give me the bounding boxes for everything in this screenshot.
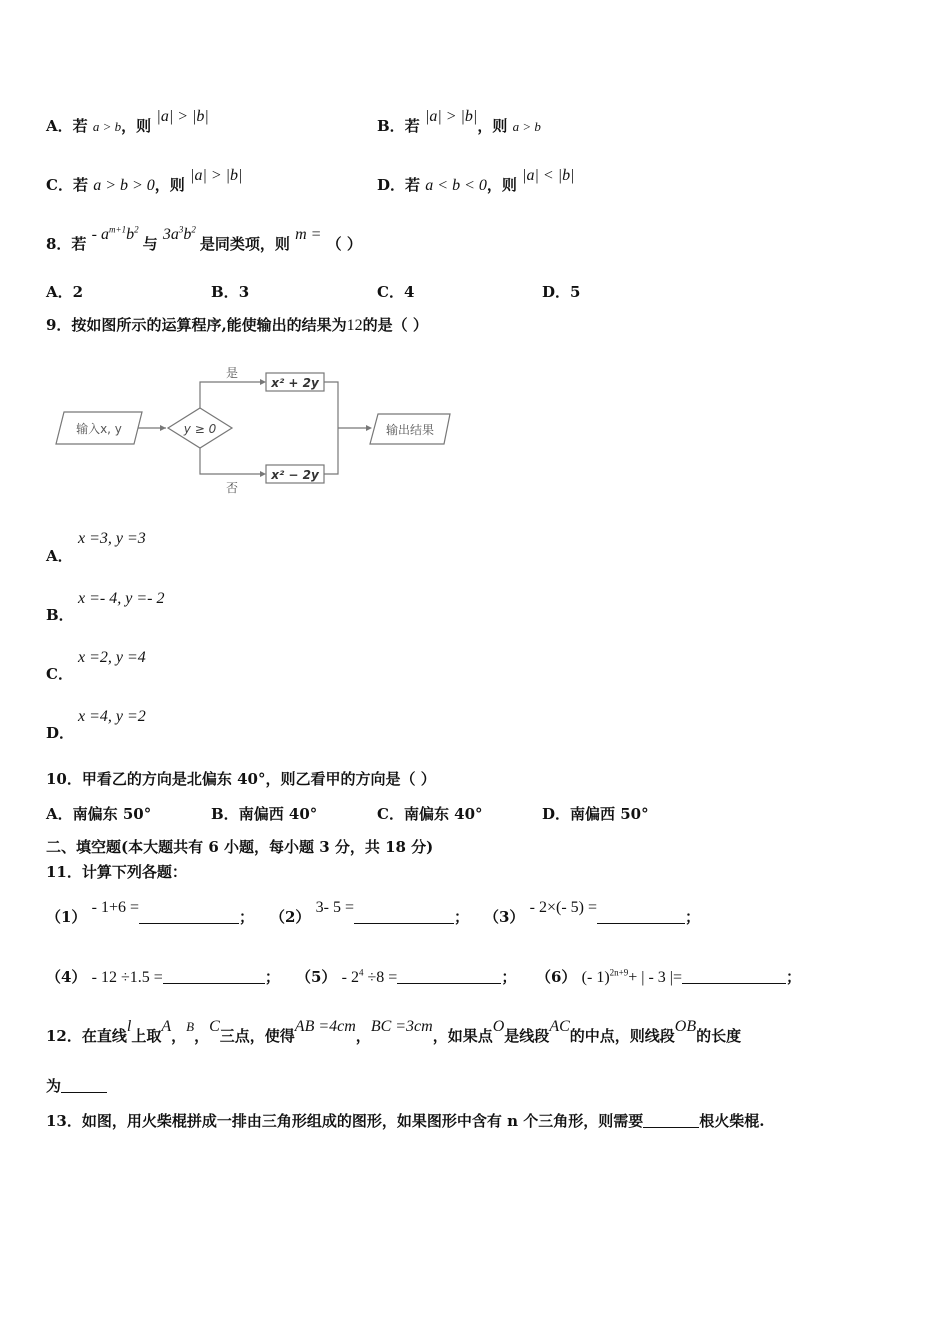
q9-option-d-value: x =4, y =2 (78, 708, 146, 725)
q7-option-a: A．若 a > b，则 |a| > |b| (46, 108, 209, 135)
answer-blank[interactable] (682, 969, 786, 984)
answer-blank[interactable] (643, 1113, 699, 1128)
q13-stem: 13．如图，用火柴棍拼成一排由三角形组成的图形，如果图形中含有 n 个三角形，则需要 根火柴棍. (46, 1112, 765, 1130)
answer-blank[interactable] (397, 969, 501, 984)
answer-blank[interactable] (61, 1078, 107, 1093)
q10-stem: 10．甲看乙的方向是北偏东 40°，则乙看甲的方向是（ ） (46, 770, 436, 788)
q11-item-1: （1） - 1+6 =； (46, 899, 255, 926)
q9-stem: 9．按如图所示的运算程序,能使输出的结果为12的是（ ） (46, 316, 428, 334)
q10-option-c: C．南偏东 40° (377, 805, 483, 823)
q12-stem: 12．在直线l上取A，B，C三点，使得AB =4cm，BC =3cm，如果点O是线段AC的中点，则线段OB的长度 (46, 1018, 742, 1045)
q8-option-c: C．4 (377, 283, 415, 301)
q11-item-2: （2） 3- 5 =； (270, 899, 470, 926)
q9-option-c-label: C． (46, 665, 73, 683)
q7-option-b: B．若 |a| > |b|，则 a > b (377, 108, 541, 135)
q10-option-a: A．南偏东 50° (46, 805, 152, 823)
q10-option-d: D．南偏西 50° (542, 805, 649, 823)
q9-option-c-value: x =2, y =4 (78, 649, 146, 666)
q8-option-b: B．3 (211, 283, 250, 301)
answer-blank[interactable] (354, 909, 454, 924)
q11-item-4: （4） - 12 ÷1.5 = ； (46, 968, 280, 986)
q7-option-d: D．若 a < b < 0，则 |a| < |b| (377, 167, 575, 194)
q11-item-3: （3） - 2×(- 5) =； (484, 899, 701, 926)
condition-label: y ≥ 0 (183, 422, 217, 436)
q12-line2: 为 (46, 1075, 107, 1096)
q8-option-d: D．5 (542, 283, 581, 301)
q9-flowchart (50, 360, 460, 504)
q11-item-6: （6） (- 1)$^{2n+9}$+ | - 3 |= ； (536, 967, 802, 986)
q9-option-a-label: A． (46, 547, 73, 565)
q9-option-d-label: D． (46, 724, 75, 742)
q8-stem: 8．若 - $a^{m+1}b^2$ 与 $3a^3b^2$ 是同类项，则 m = （ ） (46, 224, 362, 253)
yes-label: 是 (225, 366, 239, 380)
output-label: 输出结果 (385, 423, 435, 437)
q8-option-a: A．2 (46, 283, 84, 301)
answer-blank[interactable] (597, 909, 685, 924)
answer-blank[interactable] (139, 909, 239, 924)
input-label: 输入x, y (76, 422, 122, 436)
q7-option-c: C．若 a > b > 0，则 |a| > |b| (46, 167, 243, 194)
top-expr-label: x² + 2y (271, 376, 319, 390)
q9-option-b-label: B． (46, 606, 74, 624)
q11-item-5: $(5) - 2^4 \div 8$ = ； (296, 967, 517, 986)
q10-option-b: B．南偏西 40° (211, 805, 318, 823)
answer-blank[interactable] (163, 969, 265, 984)
section-title: 二、填空题(本大题共有 6 小题，每小题 3 分，共 18 分) (46, 838, 434, 856)
no-label: 否 (225, 481, 239, 495)
q11-stem: 11．计算下列各题： (46, 863, 187, 881)
bottom-expr-label: x² − 2y (271, 468, 319, 482)
q9-option-a-value: x =3, y =3 (78, 530, 146, 547)
q9-option-b-value: x =- 4, y =- 2 (78, 590, 165, 607)
